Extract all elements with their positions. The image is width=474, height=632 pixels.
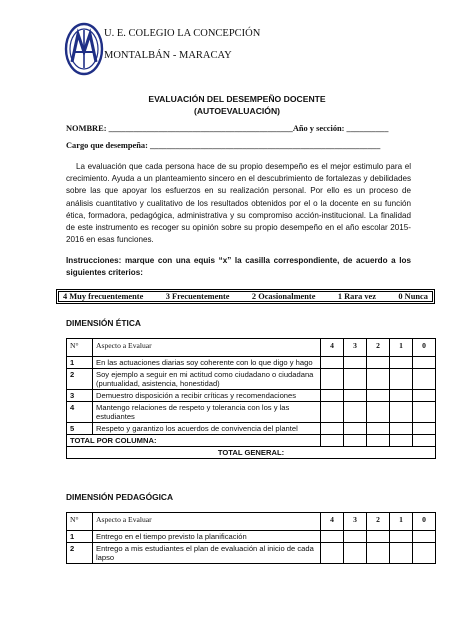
score-cell[interactable] bbox=[367, 357, 390, 369]
row-number: 3 bbox=[67, 390, 93, 402]
total-cell[interactable] bbox=[321, 435, 344, 447]
total-column-label: TOTAL POR COLUMNA: bbox=[67, 435, 321, 447]
row-number: 1 bbox=[67, 357, 93, 369]
dimension-pedagogica-table bbox=[66, 512, 436, 564]
score-cell[interactable] bbox=[390, 531, 413, 543]
dimension-etica-table bbox=[66, 338, 436, 459]
row-number: 4 bbox=[67, 402, 93, 423]
table-row bbox=[67, 369, 436, 390]
total-cell[interactable] bbox=[367, 435, 390, 447]
score-cell[interactable] bbox=[367, 369, 390, 390]
document-subtitle: (AUTOEVALUACIÓN) bbox=[193, 106, 281, 116]
total-column-row bbox=[67, 435, 436, 447]
table-header-row bbox=[67, 513, 436, 531]
scale-item: 1 Rara vez bbox=[337, 292, 376, 301]
table-row bbox=[67, 531, 436, 543]
row-aspect: Mantengo relaciones de respeto y tolerancia con los y las estudiantes bbox=[93, 402, 321, 423]
col-score-header: 2 bbox=[367, 339, 390, 357]
col-score-header: 2 bbox=[367, 513, 390, 531]
score-cell[interactable] bbox=[321, 402, 344, 423]
row-number: 2 bbox=[67, 543, 93, 564]
score-cell[interactable] bbox=[367, 543, 390, 564]
score-cell[interactable] bbox=[413, 402, 436, 423]
row-number: 1 bbox=[67, 531, 93, 543]
score-cell[interactable] bbox=[367, 390, 390, 402]
cargo-field[interactable]: Cargo que desempeña: _______________________________________________________ bbox=[66, 141, 381, 150]
col-score-header: 0 bbox=[413, 339, 436, 357]
col-number-header: N° bbox=[67, 339, 93, 357]
nombre-field[interactable]: NOMBRE: ____________________________________________Año y sección: __________ bbox=[66, 124, 389, 133]
table-row bbox=[67, 390, 436, 402]
total-general-label: TOTAL GENERAL: bbox=[67, 447, 436, 459]
total-general-row bbox=[67, 447, 436, 459]
total-cell[interactable] bbox=[344, 435, 367, 447]
intro-paragraph: La evaluación que cada persona hace de su propio desempeño es el mejor estimulo para el crecimiento. Ayuda a un planteamiento sincero en el descubrimiento de fortalezas y debilidades sobre las que apoyar los esfuerzos en su realización personal. Por ello es un proceso de análisis cuantitativo y cualitativo de los resultados obtenidos por el o la docente en su función ética, formadora, pedagógica, administrativa y su compromiso acción-institucional. La finalidad de este instrumento es recoger su opinión sobre su propio desempeño en el año escolar 2015-2016 en esas funciones. bbox=[66, 162, 411, 245]
score-cell[interactable] bbox=[390, 423, 413, 435]
score-cell[interactable] bbox=[321, 531, 344, 543]
col-aspect-header: Aspecto a Evaluar bbox=[93, 513, 321, 531]
score-cell[interactable] bbox=[367, 423, 390, 435]
table-header-row bbox=[67, 339, 436, 357]
score-cell[interactable] bbox=[344, 357, 367, 369]
score-cell[interactable] bbox=[321, 357, 344, 369]
table-row bbox=[67, 423, 436, 435]
row-number: 5 bbox=[67, 423, 93, 435]
row-aspect: Soy ejemplo a seguir en mi actitud como ciudadano o ciudadana (puntualidad, asistencia, honestidad) bbox=[93, 369, 321, 390]
score-cell[interactable] bbox=[390, 357, 413, 369]
score-cell[interactable] bbox=[321, 543, 344, 564]
table-row bbox=[67, 357, 436, 369]
score-cell[interactable] bbox=[390, 402, 413, 423]
scale-item: 0 Nunca bbox=[398, 292, 428, 301]
score-cell[interactable] bbox=[390, 369, 413, 390]
score-cell[interactable] bbox=[344, 531, 367, 543]
row-aspect: Entrego en el tiempo previsto la planificación bbox=[93, 531, 321, 543]
rating-scale-legend bbox=[56, 289, 435, 304]
score-cell[interactable] bbox=[321, 390, 344, 402]
scale-item: 4 Muy frecuentemente bbox=[63, 292, 144, 301]
total-cell[interactable] bbox=[413, 435, 436, 447]
col-score-header: 1 bbox=[390, 513, 413, 531]
col-number-header: N° bbox=[67, 513, 93, 531]
score-cell[interactable] bbox=[367, 402, 390, 423]
row-aspect: Respeto y garantizo los acuerdos de convivencia del plantel bbox=[93, 423, 321, 435]
score-cell[interactable] bbox=[413, 369, 436, 390]
row-aspect: Demuestro disposición a recibir críticas y recomendaciones bbox=[93, 390, 321, 402]
score-cell[interactable] bbox=[321, 423, 344, 435]
school-name: U. E. COLEGIO LA CONCEPCIÓN bbox=[104, 28, 261, 39]
score-cell[interactable] bbox=[344, 369, 367, 390]
score-cell[interactable] bbox=[413, 531, 436, 543]
dimension-pedagogica-title: DIMENSIÓN PEDAGÓGICA bbox=[66, 492, 174, 502]
col-score-header: 4 bbox=[321, 513, 344, 531]
instructions-paragraph: Instrucciones: marque con una equis “x” la casilla correspondiente, de acuerdo a los siguientes criterios: bbox=[66, 256, 411, 278]
score-cell[interactable] bbox=[321, 369, 344, 390]
score-cell[interactable] bbox=[413, 423, 436, 435]
score-cell[interactable] bbox=[344, 423, 367, 435]
col-score-header: 3 bbox=[344, 513, 367, 531]
score-cell[interactable] bbox=[413, 390, 436, 402]
row-number: 2 bbox=[67, 369, 93, 390]
row-aspect: Entrego a mis estudiantes el plan de evaluación al inicio de cada lapso bbox=[93, 543, 321, 564]
col-score-header: 4 bbox=[321, 339, 344, 357]
total-cell[interactable] bbox=[390, 435, 413, 447]
school-location: MONTALBÁN - MARACAY bbox=[104, 50, 232, 61]
scale-item: 3 Frecuentemente bbox=[165, 292, 230, 301]
score-cell[interactable] bbox=[413, 543, 436, 564]
score-cell[interactable] bbox=[390, 543, 413, 564]
col-score-header: 1 bbox=[390, 339, 413, 357]
score-cell[interactable] bbox=[344, 402, 367, 423]
school-crest-icon bbox=[64, 22, 104, 76]
col-score-header: 3 bbox=[344, 339, 367, 357]
score-cell[interactable] bbox=[344, 390, 367, 402]
col-score-header: 0 bbox=[413, 513, 436, 531]
score-cell[interactable] bbox=[390, 390, 413, 402]
score-cell[interactable] bbox=[413, 357, 436, 369]
score-cell[interactable] bbox=[367, 531, 390, 543]
table-row bbox=[67, 402, 436, 423]
dimension-etica-title: DIMENSIÓN ÉTICA bbox=[66, 318, 141, 328]
table-row bbox=[67, 543, 436, 564]
col-aspect-header: Aspecto a Evaluar bbox=[93, 339, 321, 357]
score-cell[interactable] bbox=[344, 543, 367, 564]
row-aspect: En las actuaciones diarias soy coherente con lo que digo y hago bbox=[93, 357, 321, 369]
scale-item: 2 Ocasionalmente bbox=[251, 292, 316, 301]
document-title: EVALUACIÓN DEL DESEMPEÑO DOCENTE bbox=[148, 94, 326, 104]
